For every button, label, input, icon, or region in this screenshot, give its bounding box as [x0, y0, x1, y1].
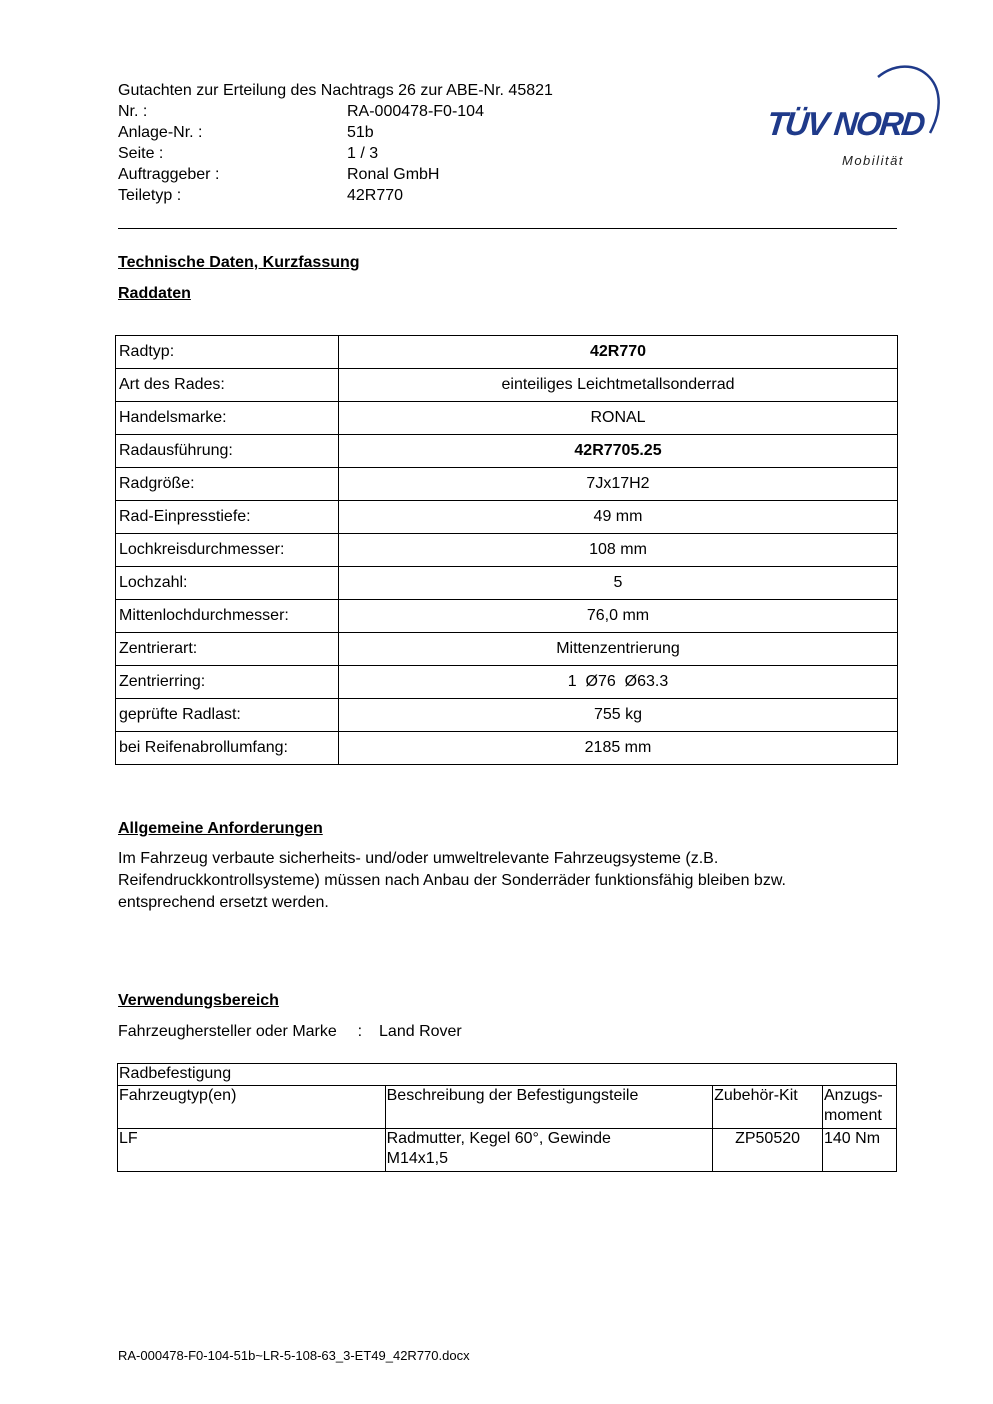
row-label: Lochkreisdurchmesser: [116, 534, 339, 567]
row-value: einteiliges Leichtmetallsonderrad [339, 369, 898, 402]
row-label: geprüfte Radlast: [116, 699, 339, 732]
header-value: 51b [347, 124, 374, 141]
row-label: Radtyp: [116, 336, 339, 369]
table-row [116, 666, 898, 699]
table-row [116, 501, 898, 534]
header-label: Teiletyp : [118, 187, 182, 204]
table-row [116, 699, 898, 732]
radbefestigung-table [117, 1063, 897, 1172]
row-value: 76,0 mm [339, 600, 898, 633]
paragraph-line: Reifendruckkontrollsysteme) müssen nach Anbau der Sonderräder funktionsfähig bleiben bzw. [118, 872, 786, 889]
row-value: 42R770 [339, 336, 898, 369]
header-cell: Fahrzeugtyp(en) [118, 1086, 386, 1129]
logo-subtitle: Mobilität [842, 153, 904, 168]
radbefestigung-title: Radbefestigung [118, 1064, 897, 1086]
row-value: 42R7705.25 [339, 435, 898, 468]
row-label: Radausführung: [116, 435, 339, 468]
row-label: Rad-Einpresstiefe: [116, 501, 339, 534]
table-row [116, 600, 898, 633]
cell-desc [385, 1129, 712, 1172]
table-row [116, 633, 898, 666]
row-value: 49 mm [339, 501, 898, 534]
header-label: Seite : [118, 145, 164, 162]
paragraph-line: entsprechend ersetzt werden. [118, 894, 329, 911]
raddaten-table [115, 335, 898, 765]
row-value: 108 mm [339, 534, 898, 567]
logo-text: TÜV NORD [765, 105, 926, 142]
manufacturer-value: Land Rover [379, 1023, 462, 1040]
header-line: Anzugs- [824, 1087, 883, 1104]
table-row [116, 732, 898, 765]
section-heading-raddaten: Raddaten [118, 285, 191, 302]
header-cell: Zubehör-Kit [713, 1086, 823, 1129]
table-row [118, 1129, 897, 1172]
allgemein-paragraph [118, 848, 908, 914]
manufacturer-line [118, 1021, 462, 1042]
row-label: Art des Rades: [116, 369, 339, 402]
row-label: Mittenlochdurchmesser: [116, 600, 339, 633]
header-label: Auftraggeber : [118, 166, 220, 183]
paragraph-line: Im Fahrzeug verbaute sicherheits- und/oder umweltrelevante Fahrzeugsysteme (z.B. [118, 850, 719, 867]
section-heading-allgemein: Allgemeine Anforderungen [118, 820, 323, 837]
header-label: Nr. : [118, 103, 148, 120]
row-label: Radgröße: [116, 468, 339, 501]
row-value: 7Jx17H2 [339, 468, 898, 501]
section-heading-verwendung: Verwendungsbereich [118, 992, 279, 1009]
header-line: moment [824, 1107, 882, 1124]
row-label: Lochzahl: [116, 567, 339, 600]
table-row [116, 534, 898, 567]
desc-line: M14x1,5 [386, 1150, 448, 1167]
manufacturer-separator: : [357, 1023, 363, 1040]
table-row [118, 1064, 897, 1086]
header-value: Ronal GmbH [347, 166, 440, 183]
desc-line: Radmutter, Kegel 60°, Gewinde [386, 1130, 611, 1147]
row-value: 755 kg [339, 699, 898, 732]
tuev-nord-logo [760, 55, 945, 175]
row-value: Mittenzentrierung [339, 633, 898, 666]
header-divider [118, 228, 897, 229]
table-row [116, 435, 898, 468]
footer-filename: RA-000478-F0-104-51b~LR-5-108-63_3-ET49_42R770.docx [118, 1348, 470, 1363]
table-row [118, 1086, 897, 1129]
row-value: 2185 mm [339, 732, 898, 765]
document-title: Gutachten zur Erteilung des Nachtrags 26 zur ABE-Nr. 45821 [118, 82, 553, 99]
table-row [116, 402, 898, 435]
table-row [116, 336, 898, 369]
table-row [116, 567, 898, 600]
row-label: Handelsmarke: [116, 402, 339, 435]
header-value: RA-000478-F0-104 [347, 103, 484, 120]
header-cell: Beschreibung der Befestigungsteile [385, 1086, 712, 1129]
header-cell-moment [823, 1086, 897, 1129]
row-label: Zentrierart: [116, 633, 339, 666]
row-value: 1 Ø76 Ø63.3 [339, 666, 898, 699]
manufacturer-label: Fahrzeughersteller oder Marke [118, 1023, 337, 1040]
header-value: 42R770 [347, 187, 404, 204]
row-label: Zentrierring: [116, 666, 339, 699]
table-row [116, 369, 898, 402]
cell-moment: 140 Nm [823, 1129, 897, 1172]
row-value: 5 [339, 567, 898, 600]
table-row [116, 468, 898, 501]
header-value: 1 / 3 [347, 145, 379, 162]
cell-kit: ZP50520 [713, 1129, 823, 1172]
row-value: RONAL [339, 402, 898, 435]
row-label: bei Reifenabrollumfang: [116, 732, 339, 765]
cell-typ: LF [118, 1129, 386, 1172]
section-heading-technical: Technische Daten, Kurzfassung [118, 254, 360, 271]
header-label: Anlage-Nr. : [118, 124, 203, 141]
